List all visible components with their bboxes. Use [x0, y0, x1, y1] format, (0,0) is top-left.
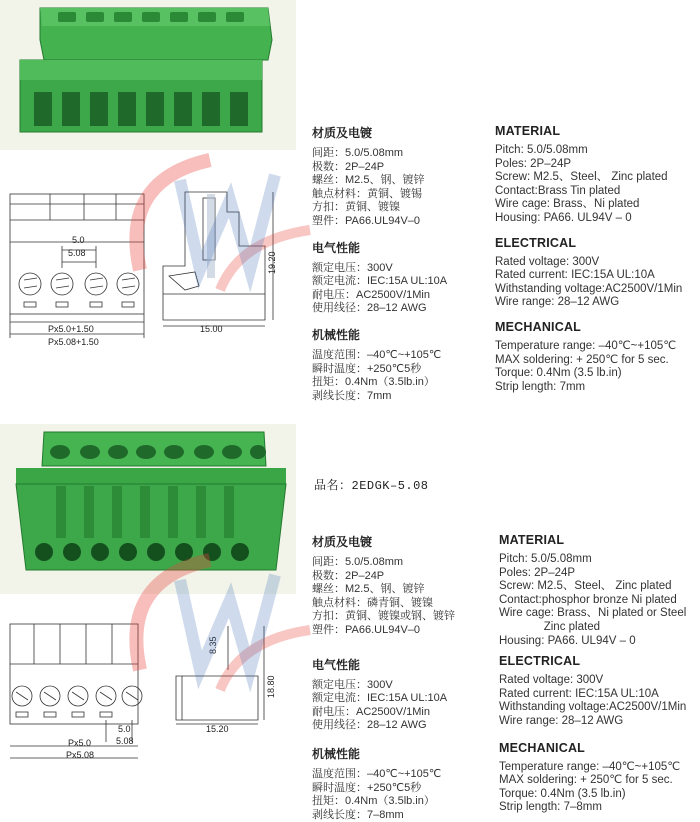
pitch-label-b: 5.08 — [68, 248, 86, 258]
cn-spec-line: 耐电压：AC2500V/1Min — [312, 705, 430, 718]
en-spec-line: Strip length: 7mm — [495, 380, 586, 393]
en-spec-line: Poles: 2P–24P — [495, 157, 572, 170]
cn-electrical-title: 电气性能 — [312, 240, 361, 255]
height-label: 19.20 — [267, 251, 277, 274]
cn-mechanical-title: 机械性能 — [312, 327, 361, 342]
inner-height-label: 8.35 — [208, 636, 218, 654]
cn-spec-line: 使用线径：28–12 AWG — [312, 719, 427, 732]
en-spec-line: MAX soldering: + 250℃ for 5 sec. — [499, 774, 673, 787]
en-spec-line: Rated current: IEC:15A UL:10A — [495, 269, 655, 282]
cn-spec-line: 扭矩：0.4Nm（3.5lb.in） — [312, 376, 435, 389]
en-spec-line: Wire cage: Brass、Ni plated or Steel — [499, 607, 687, 620]
en-spec-line: Rated voltage: 300V — [495, 255, 600, 268]
cn-spec-line: 瞬时温度：+250℃5秒 — [312, 362, 422, 375]
product1-front-drawing — [4, 190, 154, 350]
product1-photo — [0, 0, 296, 150]
cn-spec-line: 额定电流：IEC:15A UL:10A — [312, 275, 448, 288]
en-spec-line: Wire range: 28–12 AWG — [495, 296, 620, 309]
length-label-a: Px5.0 — [68, 738, 92, 748]
length-label-b: Px5.08+1.50 — [48, 337, 99, 347]
cn-spec-line: 触点材料：黄铜、镀锡 — [312, 187, 422, 200]
length-label-a: Px5.0+1.50 — [48, 324, 94, 334]
cn-spec-line: 使用线径：28–12 AWG — [312, 302, 427, 315]
width-label: 15.20 — [206, 724, 229, 734]
cn-spec-line: 温度范围：–40℃~+105℃ — [312, 767, 442, 780]
cn-spec-line: 方扣：黄铜、镀镍或钢、镀锌 — [312, 610, 455, 623]
product1-cn-specs — [312, 124, 482, 403]
cn-spec-line: 塑件：PA66.UL94V–0 — [312, 623, 421, 636]
en-spec-line: Temperature range: –40℃~+105℃ — [495, 339, 677, 352]
en-spec-line: Screw: M2.5、Steel、 Zinc plated — [499, 580, 672, 593]
en-spec-line: Torque: 0.4Nm (3.5 lb.in) — [499, 787, 626, 800]
en-spec-line: MAX soldering: + 250℃ for 5 sec. — [495, 353, 669, 366]
product2-side-drawing — [168, 620, 288, 740]
cn-spec-line: 扭矩：0.4Nm（3.5lb.in） — [312, 795, 435, 808]
cn-electrical-title: 电气性能 — [312, 657, 361, 672]
length-label-b: Px5.08 — [66, 750, 95, 760]
cn-spec-line: 额定电压：300V — [312, 678, 393, 691]
en-electrical-title: ELECTRICAL — [499, 654, 581, 669]
cn-spec-line: 触点材料：磷青铜、镀镍 — [312, 596, 433, 609]
en-spec-line: Withstanding voltage:AC2500V/1Min — [499, 701, 687, 714]
cn-spec-line: 额定电压：300V — [312, 261, 393, 274]
cn-material-title: 材质及电镀 — [312, 535, 373, 549]
en-spec-line: Rated voltage: 300V — [499, 674, 604, 687]
pitch-label-a: 5.0 — [72, 235, 85, 245]
cn-spec-line: 方扣：黄铜、镀镍 — [312, 201, 400, 214]
en-spec-line: Pitch: 5.0/5.08mm — [495, 144, 588, 156]
height-label: 18.80 — [266, 675, 276, 698]
cn-spec-line: 温度范围：–40℃~+105℃ — [312, 348, 442, 361]
pitch-label-a: 5.0 — [118, 724, 131, 734]
en-material-title: MATERIAL — [499, 533, 565, 547]
cn-spec-line: 瞬时温度：+250℃5秒 — [312, 781, 422, 794]
en-mechanical-title: MECHANICAL — [499, 740, 586, 755]
en-spec-line: Contact:phosphor bronze Ni plated — [499, 593, 677, 606]
en-spec-line: Pitch: 5.0/5.08mm — [499, 553, 592, 565]
product2-en-specs — [499, 533, 699, 815]
cn-material-title: 材质及电镀 — [312, 126, 373, 140]
cn-spec-line: 间距：5.0/5.08mm — [312, 556, 404, 568]
cn-spec-line: 螺丝：M2.5、钢、镀锌 — [312, 174, 425, 187]
en-spec-line: Strip length: 7–8mm — [499, 801, 602, 814]
width-label: 15.00 — [200, 324, 223, 334]
product2-cn-specs — [312, 533, 482, 822]
en-material-title: MATERIAL — [495, 124, 561, 138]
en-spec-line: Zinc plated — [499, 620, 600, 633]
en-mechanical-title: MECHANICAL — [495, 319, 582, 334]
en-spec-line: Wire cage: Brass、Ni plated — [495, 198, 640, 211]
cn-spec-line: 间距：5.0/5.08mm — [312, 147, 404, 159]
product2-photo — [0, 424, 296, 594]
en-spec-line: Rated current: IEC:15A UL:10A — [499, 687, 659, 700]
pitch-label-b: 5.08 — [116, 736, 134, 746]
en-spec-line: Wire range: 28–12 AWG — [499, 714, 624, 727]
model-name: 品名：2EDGK–5.08 — [314, 479, 429, 493]
cn-spec-line: 塑件：PA66.UL94V–0 — [312, 214, 421, 227]
cn-spec-line: 耐电压：AC2500V/1Min — [312, 288, 430, 301]
product1-en-specs — [495, 124, 700, 394]
cn-spec-line: 螺丝：M2.5、钢、镀锌 — [312, 583, 425, 596]
cn-mechanical-title: 机械性能 — [312, 746, 361, 761]
en-spec-line: Housing: PA66. UL94V – 0 — [495, 211, 632, 224]
en-spec-line: Torque: 0.4Nm (3.5 lb.in) — [495, 367, 622, 380]
en-spec-line: Screw: M2.5、Steel、 Zinc plated — [495, 171, 668, 184]
en-spec-line: Poles: 2P–24P — [499, 566, 576, 579]
product2-front-drawing — [4, 620, 154, 770]
plug-connector-image — [0, 0, 296, 150]
product1-side-drawing — [155, 186, 285, 336]
en-spec-line: Withstanding voltage:AC2500V/1Min — [495, 282, 683, 295]
cn-spec-line: 极数：2P–24P — [312, 160, 385, 173]
en-spec-line: Contact:Brass Tin plated — [495, 184, 621, 197]
en-spec-line: Temperature range: –40℃~+105℃ — [499, 760, 681, 773]
socket-connector-image — [0, 424, 296, 594]
cn-spec-line: 极数：2P–24P — [312, 569, 385, 582]
cn-spec-line: 剥线长度：7–8mm — [312, 808, 404, 821]
en-electrical-title: ELECTRICAL — [495, 235, 577, 250]
cn-spec-line: 剥线长度：7mm — [312, 389, 392, 402]
en-spec-line: Housing: PA66. UL94V – 0 — [499, 634, 636, 647]
cn-spec-line: 额定电流：IEC:15A UL:10A — [312, 692, 448, 705]
